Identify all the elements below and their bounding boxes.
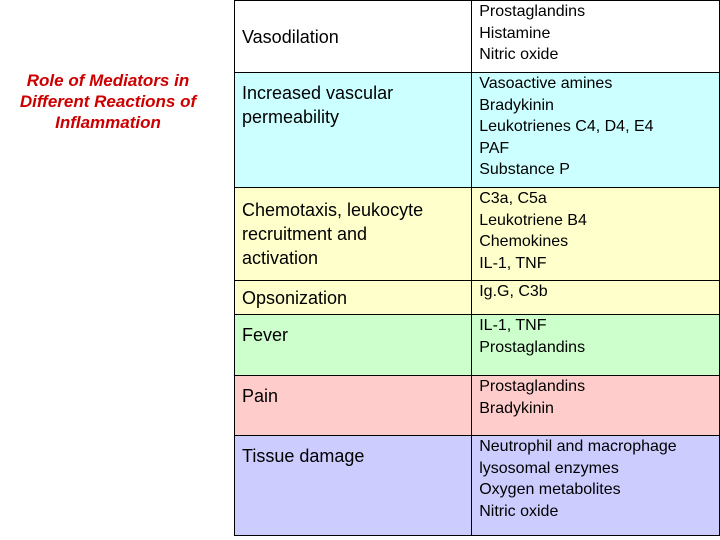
side-title-line: Role of Mediators in [26,71,190,90]
reaction-line: Increased vascular [242,83,394,103]
reaction-cell [235,376,472,436]
reaction-line: Chemotaxis, leukocyte [242,200,424,220]
mediator-line: C3a, C5a [479,190,547,207]
mediators-cell [472,436,720,536]
mediator-line: Neutrophil and macrophage [479,438,677,455]
mediators-cell [472,281,720,315]
mediator-line: Bradykinin [479,96,554,114]
reaction-cell [235,73,472,188]
mediator-table [234,0,720,536]
mediators-cell [472,1,720,73]
mediator-line: Prostaglandins [479,378,586,395]
reaction-line: activation [242,248,319,268]
mediator-line: lysosomal enzymes [479,459,619,477]
mediators-cell [472,376,720,436]
mediator-line: Oxygen metabolites [479,481,621,499]
reaction-line: recruitment and [242,224,368,244]
mediator-line: IL-1, TNF [479,254,547,272]
reaction-line: Opsonization [242,287,348,308]
mediators-cell [472,73,720,188]
mediator-line: Ig.G, C3b [479,283,548,300]
side-title-line: Inflammation [55,113,161,132]
mediator-line: Chemokines [479,233,569,251]
reaction-cell [235,281,472,315]
mediator-line: Nitric oxide [479,46,559,64]
mediator-line: Prostaglandins [479,3,586,20]
mediator-line: Prostaglandins [479,338,586,356]
mediator-line: Substance P [479,161,570,179]
mediators-cell [472,315,720,376]
reaction-cell [235,188,472,281]
mediator-line: Leukotriene B4 [479,211,587,229]
mediator-line: Nitric oxide [479,502,559,520]
mediator-line: Vasoactive amines [479,75,613,92]
reaction-line: Pain [242,386,279,406]
reaction-cell [235,315,472,376]
table-row [235,436,720,536]
mediator-line: Histamine [479,24,551,42]
table-row [235,315,720,376]
table-row [235,281,720,315]
reaction-line: Fever [242,325,289,345]
reaction-line: Tissue damage [242,446,365,466]
reaction-cell [235,436,472,536]
table-row [235,188,720,281]
side-title [0,70,216,133]
mediators-cell [472,188,720,281]
mediator-line: Leukotrienes C4, D4, E4 [479,118,654,136]
mediator-line: Bradykinin [479,399,554,417]
table-row [235,376,720,436]
mediator-line: IL-1, TNF [479,317,547,334]
mediator-line: PAF [479,139,510,157]
table-row [235,73,720,188]
reaction-line: Vasodilation [242,26,339,47]
side-title-line: Different Reactions of [19,92,197,111]
reaction-line: permeability [242,107,340,127]
table-row [235,1,720,73]
reaction-cell [235,1,472,73]
